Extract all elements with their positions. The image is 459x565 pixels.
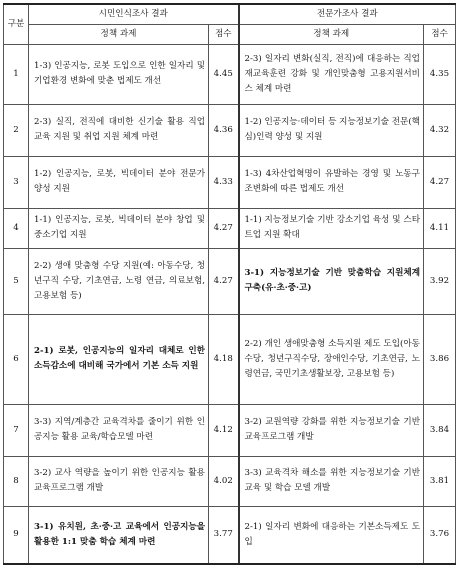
expert-task-cell: 2-1) 일자리 변화에 대응하는 기본소득제도 도입 (239, 506, 424, 564)
table-row (4, 208, 456, 248)
expert-score-cell: 4.35 (424, 44, 456, 104)
expert-score-cell: 3.84 (424, 404, 456, 456)
expert-task-header: 정책 과제 (239, 24, 424, 44)
emphasized-task-text: 3-1) 유치원, 초·중·고 교육에서 인공지능을 활용한 1:1 맞춤 학습 체계 마련 (34, 521, 205, 547)
citizen-score-cell: 4.12 (209, 404, 239, 456)
citizen-task-cell: 1-1) 인공지능, 로봇, 빅데이터 분야 창업 및 중소기업 지원 (29, 208, 209, 248)
expert-score-cell: 3.81 (424, 456, 456, 506)
rank-cell: 7 (4, 404, 29, 456)
citizen-score-cell: 4.36 (209, 104, 239, 156)
expert-task-cell: 2-3) 일자리 변화(실직, 전직)에 대응하는 직업재교육훈련 강화 및 개인맞춤형 고용지원서비스 체계 마련 (239, 44, 424, 104)
citizen-score-cell: 4.33 (209, 156, 239, 208)
expert-task-cell: 2-2) 개인 생애맞춤형 소득지원 제도 도입(아동수당, 청년구직수당, 장애인수당, 기초연금, 노령연금, 국민기초생활보장, 고용보험 등) (239, 314, 424, 404)
expert-task-cell: 3-2) 교원역량 강화를 위한 지능정보기술 기반 교육프로그램 개발 (239, 404, 424, 456)
emphasized-task-text: 3-1) 지능정보기술 기반 맞춤학습 지원체계 구축(유·초·중·고) (244, 268, 420, 293)
expert-score-cell: 3.86 (424, 314, 456, 404)
citizen-score-cell: 4.45 (209, 44, 239, 104)
citizen-task-header: 정책 과제 (29, 24, 209, 44)
citizen-survey-header: 시민인식조사 결과 (29, 4, 239, 24)
emphasized-task-text: 2-1) 로봇, 인공지능의 일자리 대체로 인한 소득감소에 대비해 국가에서 기본 소득 지원 (34, 346, 205, 371)
table-row (4, 456, 456, 506)
table-row (4, 156, 456, 208)
expert-task-cell: 1-1) 지능정보기술 기반 강소기업 육성 및 스타트업 지원 확대 (239, 208, 424, 248)
citizen-score-cell: 4.27 (209, 248, 239, 314)
expert-score-cell: 3.92 (424, 248, 456, 314)
survey-comparison-table (3, 3, 456, 565)
citizen-score-cell: 4.18 (209, 314, 239, 404)
category-header: 구분 (4, 4, 29, 44)
citizen-task-cell (29, 314, 209, 404)
expert-task-cell: 3-3) 교육격차 해소를 위한 지능정보기술 기반 교육 및 학습 모델 개발 (239, 456, 424, 506)
table-row (4, 248, 456, 314)
rank-cell: 1 (4, 44, 29, 104)
header-row-1 (4, 4, 456, 24)
citizen-task-cell: 2-3) 실직, 전직에 대비한 신기술 활용 직업 교육 지원 및 취업 지원 체계 마련 (29, 104, 209, 156)
rank-cell: 4 (4, 208, 29, 248)
citizen-score-cell: 4.27 (209, 208, 239, 248)
rank-cell: 2 (4, 104, 29, 156)
expert-survey-header: 전문가조사 결과 (239, 4, 456, 24)
table-row (4, 104, 456, 156)
expert-score-cell: 3.76 (424, 506, 456, 564)
citizen-score-header: 점수 (209, 24, 239, 44)
table-row (4, 314, 456, 404)
citizen-task-cell: 3-2) 교사 역량을 높이기 위한 인공지능 활용 교육프로그램 개발 (29, 456, 209, 506)
table-row (4, 506, 456, 564)
rank-cell: 5 (4, 248, 29, 314)
expert-task-cell (239, 248, 424, 314)
expert-score-cell: 4.27 (424, 156, 456, 208)
header-row-2 (4, 24, 456, 44)
citizen-task-cell: 2-2) 생애 맞춤형 수당 지원(예: 아동수당, 청년구직 수당, 기초연금, 노령 연금, 의료보험, 고용보험 등) (29, 248, 209, 314)
citizen-task-cell: 3-3) 지역/계층간 교육격차를 줄이기 위한 인공지능 활용 교육/학습모델 마련 (29, 404, 209, 456)
rank-cell: 6 (4, 314, 29, 404)
citizen-score-cell: 4.02 (209, 456, 239, 506)
citizen-task-cell: 1-3) 인공지능, 로봇 도입으로 인한 일자리 및 기업환경 변화에 맞춘 법제도 개선 (29, 44, 209, 104)
expert-score-cell: 4.11 (424, 208, 456, 248)
table-row (4, 404, 456, 456)
citizen-task-cell: 1-2) 인공지능, 로봇, 빅데이터 분야 전문가 양성 지원 (29, 156, 209, 208)
citizen-score-cell: 3.77 (209, 506, 239, 564)
expert-task-cell: 1-2) 인공지능·데이터 등 지능정보기술 전문(핵심)인력 양성 및 지원 (239, 104, 424, 156)
rank-cell: 8 (4, 456, 29, 506)
citizen-task-cell (29, 506, 209, 564)
expert-score-header: 점수 (424, 24, 456, 44)
rank-cell: 9 (4, 506, 29, 564)
expert-task-cell: 1-3) 4차산업혁명이 유발하는 경영 및 노동구조변화에 따른 법제도 개선 (239, 156, 424, 208)
expert-score-cell: 4.32 (424, 104, 456, 156)
rank-cell: 3 (4, 156, 29, 208)
table-row (4, 44, 456, 104)
